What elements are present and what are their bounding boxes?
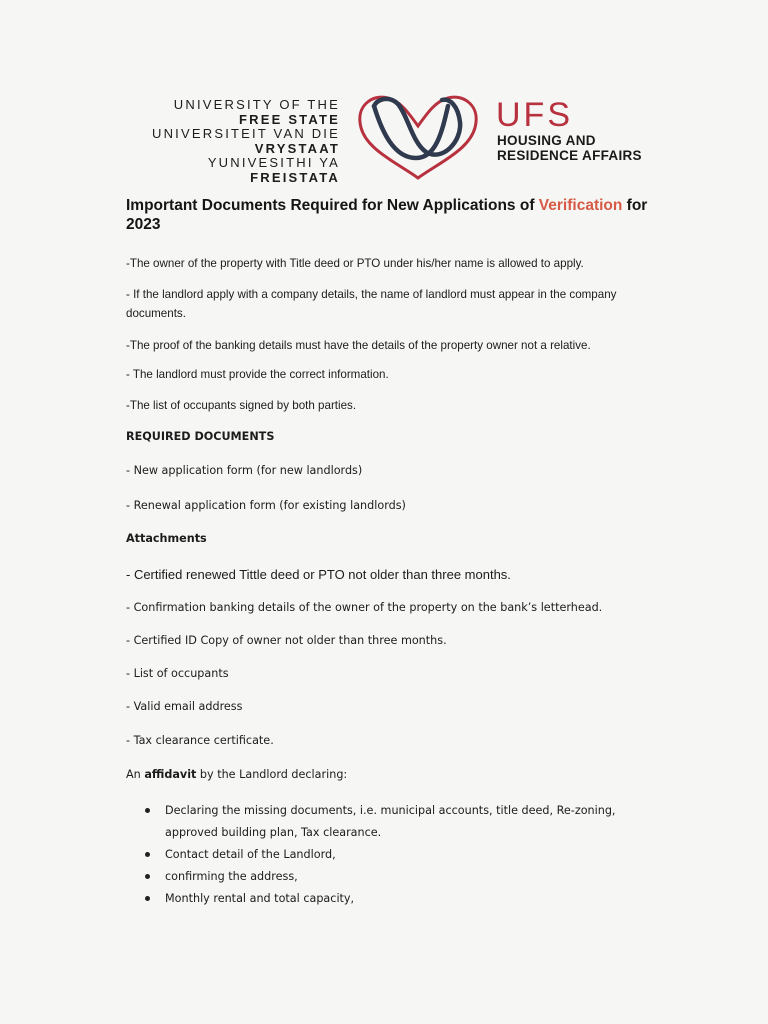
bullet-icon: [145, 874, 150, 879]
university-name-block: [118, 98, 340, 185]
list-item-text: Declaring the missing documents, i.e. municipal accounts, title deed, Re-zoning, approved building plan, Tax clearance.: [165, 804, 616, 839]
ufs-logo-icon: [356, 92, 480, 180]
university-line: FREISTATA: [250, 169, 340, 185]
rule-paragraph: -The list of occupants signed by both parties.: [126, 399, 357, 412]
affidavit-intro: [126, 765, 646, 784]
affidavit-text-end: by the Landlord declaring:: [196, 768, 348, 781]
attachment-item: - Certified ID Copy of owner not older than three months.: [126, 634, 447, 647]
department-line: RESIDENCE AFFAIRS: [497, 147, 642, 163]
affidavit-list: [145, 800, 665, 910]
title-text: Important Documents Required for New Applications of: [126, 197, 539, 214]
bullet-icon: [145, 896, 150, 901]
list-item-text: Contact detail of the Landlord,: [165, 848, 336, 861]
ufs-abbreviation: UFS: [496, 96, 573, 134]
title-highlight: Verification: [538, 197, 623, 214]
university-line: FREE STATE: [239, 111, 340, 127]
department-name: [497, 134, 642, 163]
list-item-text: Monthly rental and total capacity,: [165, 892, 355, 905]
attachment-item: - Valid email address: [126, 700, 243, 713]
university-line: UNIVERSITY OF THE: [173, 97, 340, 112]
department-line: HOUSING AND: [497, 133, 596, 148]
required-item: - New application form (for new landlords): [126, 464, 363, 477]
university-line: UNIVERSITEIT VAN DIE: [152, 126, 340, 141]
university-line: VRYSTAAT: [254, 140, 340, 156]
attachment-item: - Tax clearance certificate.: [126, 734, 274, 747]
affidavit-bold: affidavit: [144, 768, 197, 781]
list-item: [145, 866, 665, 888]
university-line: YUNIVESITHI YA: [207, 155, 340, 170]
attachment-item: - Certified renewed Tittle deed or PTO not older than three months.: [126, 567, 511, 582]
attachments-heading: Attachments: [126, 532, 207, 545]
rule-paragraph: -The owner of the property with Title deed or PTO under his/her name is allowed to apply.: [126, 257, 584, 270]
rule-paragraph: -The proof of the banking details must have the details of the property owner not a relative.: [126, 339, 591, 352]
list-item: [145, 800, 665, 844]
list-item: [145, 888, 665, 910]
bullet-icon: [145, 808, 150, 813]
document-title: [126, 196, 666, 234]
title-text-end: for 2023: [126, 197, 648, 233]
required-item: - Renewal application form (for existing landlords): [126, 499, 406, 512]
rule-paragraph: - The landlord must provide the correct information.: [126, 368, 389, 381]
rule-paragraph: - If the landlord apply with a company details, the name of landlord must appear in the company documents.: [126, 288, 617, 320]
required-documents-heading: REQUIRED DOCUMENTS: [126, 430, 275, 443]
list-item: [145, 844, 665, 866]
list-item-text: confirming the address,: [165, 870, 298, 883]
attachment-item: - Confirmation banking details of the owner of the property on the bank’s letterhead.: [126, 601, 603, 614]
affidavit-text: An: [126, 768, 145, 781]
attachment-item: - List of occupants: [126, 667, 229, 680]
bullet-icon: [145, 852, 150, 857]
